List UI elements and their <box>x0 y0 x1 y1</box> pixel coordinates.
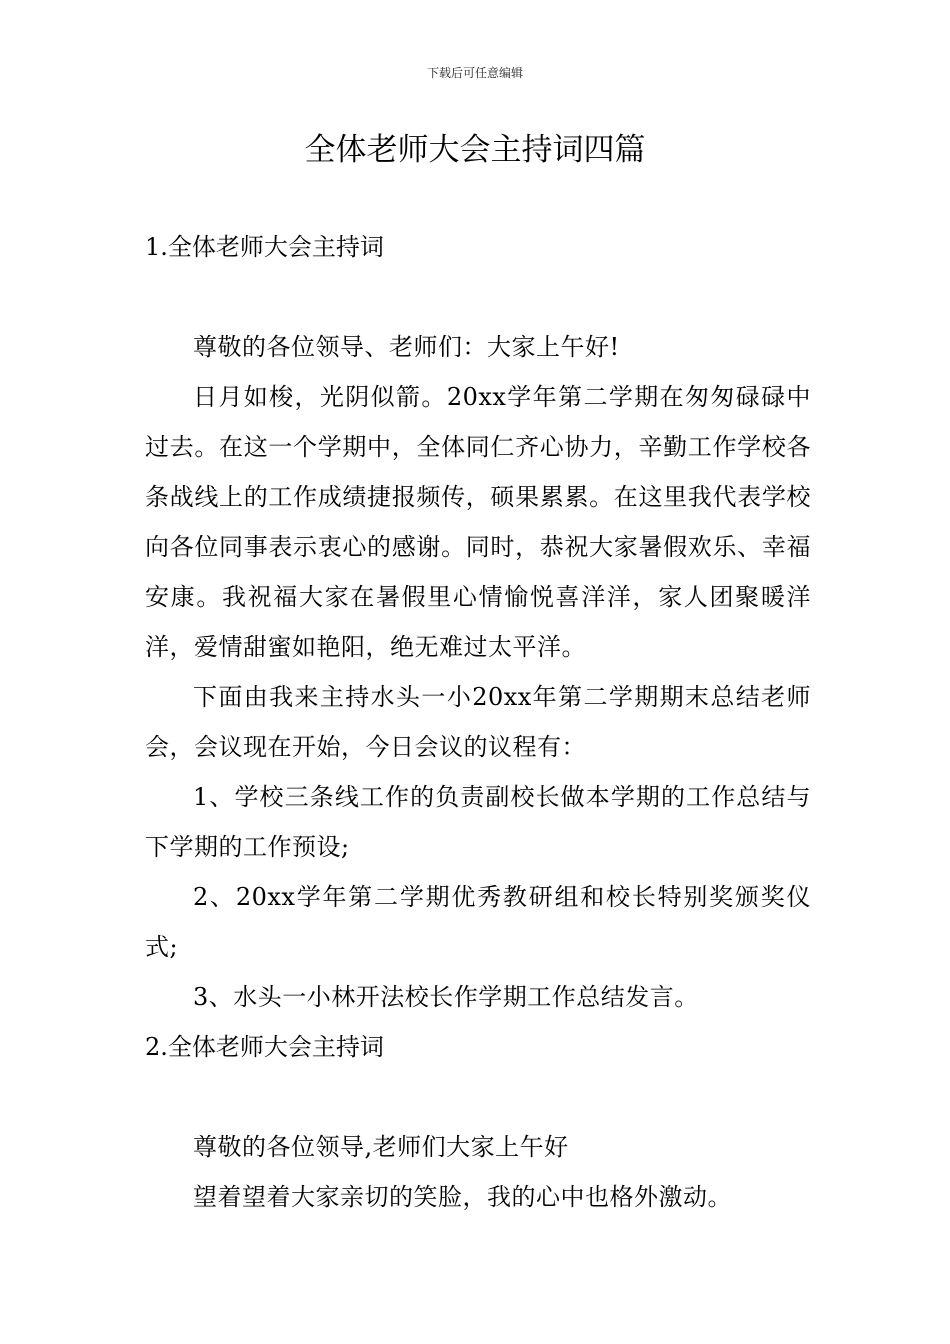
spacer <box>145 1072 811 1122</box>
paragraph: 尊敬的各位领导,老师们大家上午好 <box>193 1133 569 1161</box>
header-note: 下载后可任意编辑 <box>426 66 523 80</box>
paragraph: 日月如梭，光阴似箭。20xx学年第二学期在匆匆碌碌中过去。在这一个学期中，全体同仁齐心协力，辛勤工作学校各条战线上的工作成绩捷报频传，硕果累累。在这里我代表学校向各位同事表示衷心的感谢。同时，恭祝大家暑假欢乐、幸福安康。我祝福大家在暑假里心情愉悦喜洋洋，家人团聚暖洋洋，爱情甜蜜如艳阳，绝无难过太平洋。 <box>145 383 811 661</box>
document-body <box>145 222 811 1222</box>
spacer <box>145 272 811 322</box>
paragraph: 望着望着大家亲切的笑脸，我的心中也格外激动。 <box>193 1183 732 1211</box>
paragraph: 下面由我来主持水头一小20xx年第二学期期末总结老师会，会议现在开始，今日会议的议程有： <box>145 683 811 761</box>
section-heading-2: 2.全体老师大会主持词 <box>145 1033 384 1061</box>
paragraph: 3、水头一小林开法校长作学期工作总结发言。 <box>193 983 699 1011</box>
paragraph: 2、20xx学年第二学期优秀教研组和校长特别奖颁奖仪式; <box>145 883 811 961</box>
document-title: 全体老师大会主持词四篇 <box>304 132 646 168</box>
section-heading-1: 1.全体老师大会主持词 <box>145 233 384 261</box>
paragraph: 1、学校三条线工作的负责副校长做本学期的工作总结与下学期的工作预设; <box>145 783 811 861</box>
paragraph: 尊敬的各位领导、老师们：大家上午好! <box>193 333 620 361</box>
